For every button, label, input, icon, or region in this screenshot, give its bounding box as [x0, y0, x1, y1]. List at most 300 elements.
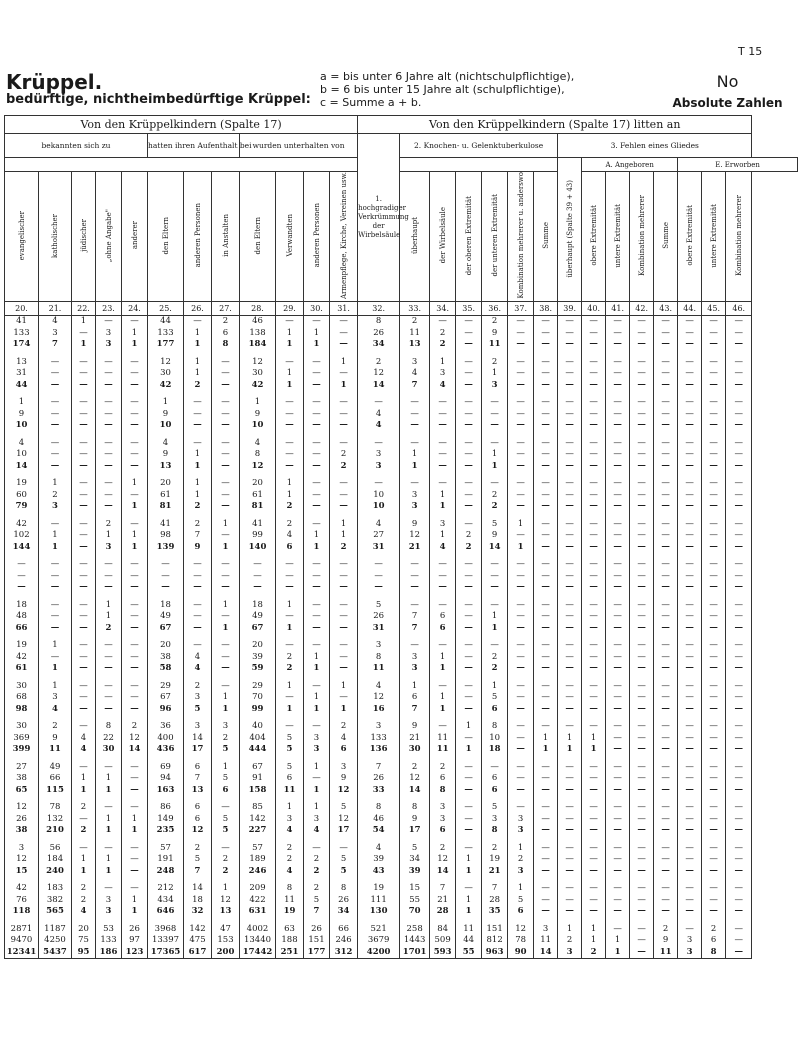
table-row [5, 542, 798, 554]
table-cell: 4 [358, 409, 400, 421]
col-header: den Eltern [148, 172, 184, 302]
table-cell: — [304, 420, 330, 432]
table-cell: — [39, 571, 72, 583]
table-cell: — [726, 785, 752, 797]
table-cell: — [678, 663, 702, 675]
table-cell: 248 [148, 866, 184, 878]
table-cell: 399 [5, 744, 39, 756]
table-cell: 12 [400, 773, 430, 785]
table-cell: — [148, 571, 184, 583]
col-header: Kombination mehrerer [630, 172, 654, 302]
table-cell: — [508, 420, 534, 432]
table-cell: — [304, 409, 330, 421]
table-cell: 4 [72, 906, 96, 918]
table-cell: 2 [482, 663, 508, 675]
table-cell: 1 [430, 490, 456, 502]
table-cell: — [606, 721, 630, 733]
table-cell: 2 [184, 843, 212, 855]
table-cell: — [534, 438, 558, 450]
table-cell: 1 [304, 663, 330, 675]
table-cell: — [430, 681, 456, 693]
table-cell: 158 [240, 785, 276, 797]
table-cell: — [654, 895, 678, 907]
table-cell: 1 [39, 530, 72, 542]
table-cell: — [96, 652, 122, 664]
column-number: 42. [630, 302, 654, 316]
table-cell: — [534, 339, 558, 351]
column-headers [5, 172, 798, 302]
table-cell: — [430, 438, 456, 450]
column-number: 26. [184, 302, 212, 316]
table-cell: — [430, 582, 456, 594]
table-cell: 7 [400, 611, 430, 623]
table-cell: 1 [582, 935, 606, 947]
table-cell: — [39, 519, 72, 531]
table-cell: — [96, 478, 122, 490]
table-cell: — [39, 652, 72, 664]
table-cell: — [72, 681, 96, 693]
table-cell: — [39, 368, 72, 380]
table-cell: 2 [702, 924, 726, 936]
table-cell: 9 [482, 328, 508, 340]
table-cell: 5 [184, 854, 212, 866]
table-cell: 1 [430, 692, 456, 704]
table-cell: — [534, 663, 558, 675]
table-cell: — [678, 773, 702, 785]
table-cell: 30 [400, 744, 430, 756]
table-cell: — [330, 409, 358, 421]
table-cell: 133 [96, 935, 122, 947]
table-row [5, 357, 798, 369]
table-cell: — [122, 611, 148, 623]
table-cell: — [702, 611, 726, 623]
table-cell: — [654, 906, 678, 918]
table-cell: — [508, 438, 534, 450]
table-cell: — [702, 368, 726, 380]
table-cell: 9 [148, 449, 184, 461]
table-cell: 12 [430, 854, 456, 866]
table-cell: — [678, 744, 702, 756]
table-cell: — [726, 519, 752, 531]
table-cell: — [212, 681, 240, 693]
table-row [5, 449, 798, 461]
table-cell: 3 [400, 652, 430, 664]
table-cell: — [630, 935, 654, 947]
table-cell: 1 [482, 368, 508, 380]
table-cell: — [726, 409, 752, 421]
table-cell: — [482, 600, 508, 612]
table-cell: — [630, 866, 654, 878]
table-cell: — [122, 449, 148, 461]
table-cell: — [630, 461, 654, 473]
table-cell: — [72, 542, 96, 554]
table-cell: 8 [276, 883, 304, 895]
table-cell: — [702, 652, 726, 664]
table-cell: — [508, 501, 534, 513]
table-cell: — [276, 611, 304, 623]
table-cell: 17 [330, 825, 358, 837]
table-row [5, 571, 798, 583]
table-cell: 11 [400, 328, 430, 340]
table-cell: 4 [240, 438, 276, 450]
table-cell: 5 [508, 895, 534, 907]
table-cell: 12 [212, 895, 240, 907]
table-cell: — [330, 652, 358, 664]
table-cell: — [654, 357, 678, 369]
table-cell: — [456, 461, 482, 473]
table-cell: — [678, 519, 702, 531]
table-cell: 2 [72, 802, 96, 814]
table-cell: — [508, 490, 534, 502]
table-cell: — [654, 663, 678, 675]
table-cell: — [558, 843, 582, 855]
table-row [5, 825, 798, 837]
table-cell: — [558, 420, 582, 432]
table-cell: 184 [240, 339, 276, 351]
table-cell: 4 [276, 530, 304, 542]
table-row [5, 883, 798, 895]
table-row [5, 785, 798, 797]
table-cell: — [726, 773, 752, 785]
table-cell: — [726, 490, 752, 502]
table-cell: — [456, 785, 482, 797]
table-cell: 4 [148, 438, 184, 450]
table-cell: 1 [122, 530, 148, 542]
table-cell: — [702, 449, 726, 461]
table-cell: — [330, 559, 358, 571]
table-cell: — [654, 339, 678, 351]
table-cell: 1 [456, 721, 482, 733]
statistics-table [4, 115, 798, 959]
table-cell: — [702, 328, 726, 340]
table-cell: — [630, 854, 654, 866]
table-cell: — [726, 542, 752, 554]
table-cell: — [702, 490, 726, 502]
table-cell: — [212, 843, 240, 855]
table-cell: 1 [430, 357, 456, 369]
table-cell: — [630, 611, 654, 623]
table-cell: 812 [482, 935, 508, 947]
table-cell: — [122, 582, 148, 594]
table-cell: — [456, 825, 482, 837]
table-cell: — [654, 316, 678, 328]
table-cell: 4250 [39, 935, 72, 947]
table-cell: 1 [400, 449, 430, 461]
table-cell: 17365 [148, 947, 184, 959]
table-cell: 6 [184, 762, 212, 774]
table-cell: — [654, 490, 678, 502]
table-cell: — [606, 883, 630, 895]
table-cell: 8 [482, 825, 508, 837]
table-cell: — [330, 478, 358, 490]
table-cell: 1 [96, 866, 122, 878]
table-cell: — [72, 438, 96, 450]
table-cell: — [304, 559, 330, 571]
table-cell: 1 [582, 733, 606, 745]
table-cell: 177 [304, 947, 330, 959]
table-cell: — [678, 542, 702, 554]
table-row [5, 368, 798, 380]
column-number: 23. [96, 302, 122, 316]
table-cell: — [534, 906, 558, 918]
table-cell: 11 [534, 935, 558, 947]
table-cell: — [400, 559, 430, 571]
table-cell: 1 [606, 935, 630, 947]
table-cell: 1 [558, 924, 582, 936]
table-cell: — [726, 652, 752, 664]
table-cell: — [330, 420, 358, 432]
table-cell: — [558, 681, 582, 693]
table-cell: — [212, 571, 240, 583]
table-row [5, 530, 798, 542]
table-cell: 44 [456, 935, 482, 947]
table-cell: — [582, 501, 606, 513]
table-cell: 2 [482, 490, 508, 502]
table-cell: — [582, 357, 606, 369]
table-cell: 11 [430, 733, 456, 745]
table-cell: — [726, 449, 752, 461]
table-cell: 5 [358, 600, 400, 612]
table-cell: — [606, 762, 630, 774]
table-cell: — [456, 611, 482, 623]
table-cell: — [726, 906, 752, 918]
table-cell: — [606, 663, 630, 675]
table-cell: 3 [430, 814, 456, 826]
table-cell: — [72, 409, 96, 421]
table-cell: 26 [304, 924, 330, 936]
table-row [5, 409, 798, 421]
table-cell: 46 [358, 814, 400, 826]
table-cell: 1 [276, 600, 304, 612]
table-cell: — [606, 438, 630, 450]
table-cell: — [534, 866, 558, 878]
table-cell: — [72, 420, 96, 432]
table-cell: 6 [430, 611, 456, 623]
table-cell: 444 [240, 744, 276, 756]
table-cell: 1 [304, 542, 330, 554]
table-cell: 1 [184, 328, 212, 340]
table-cell: — [508, 733, 534, 745]
table-cell: 31 [358, 623, 400, 635]
table-cell: 66 [5, 623, 39, 635]
table-cell: 593 [430, 947, 456, 959]
table-cell: — [39, 380, 72, 392]
table-cell: — [400, 571, 430, 583]
table-cell: — [582, 640, 606, 652]
table-cell: — [702, 762, 726, 774]
table-cell: — [456, 357, 482, 369]
table-cell: 1 [330, 380, 358, 392]
table-cell: — [184, 409, 212, 421]
table-cell: — [72, 490, 96, 502]
table-cell: 9 [400, 814, 430, 826]
table-cell: 1 [430, 663, 456, 675]
table-cell: — [330, 582, 358, 594]
table-cell: — [726, 339, 752, 351]
table-cell: 4 [304, 825, 330, 837]
table-cell: 55 [400, 895, 430, 907]
table-cell: 7 [39, 339, 72, 351]
table-cell: 1 [122, 895, 148, 907]
table-cell: 10 [240, 420, 276, 432]
table-cell: — [558, 825, 582, 837]
table-cell: — [96, 571, 122, 583]
table-cell: — [606, 530, 630, 542]
table-cell: 2 [212, 866, 240, 878]
table-cell: 5 [330, 866, 358, 878]
table-cell: 98 [148, 530, 184, 542]
table-row [5, 935, 798, 947]
column-number: 44. [678, 302, 702, 316]
table-cell: 46 [240, 316, 276, 328]
table-cell: 3 [39, 328, 72, 340]
table-cell: — [534, 773, 558, 785]
table-cell: 3 [482, 380, 508, 392]
table-cell: 4 [184, 652, 212, 664]
table-cell: 49 [148, 611, 184, 623]
table-cell: 7 [400, 623, 430, 635]
table-cell: 3 [358, 461, 400, 473]
table-cell: 8 [240, 449, 276, 461]
table-cell: — [96, 461, 122, 473]
table-cell: 38 [5, 773, 39, 785]
table-cell: 235 [148, 825, 184, 837]
table-cell: — [630, 883, 654, 895]
table-cell: — [534, 409, 558, 421]
col-header: der unteren Extremität [482, 172, 508, 302]
table-cell: — [534, 316, 558, 328]
table-cell: — [606, 825, 630, 837]
table-cell: — [456, 600, 482, 612]
table-cell: 1187 [39, 924, 72, 936]
table-cell: 5 [276, 744, 304, 756]
table-cell: — [630, 640, 654, 652]
table-cell: 2 [72, 883, 96, 895]
table-cell: — [726, 733, 752, 745]
table-cell: 4 [358, 843, 400, 855]
table-cell: — [726, 501, 752, 513]
table-cell: 66 [39, 773, 72, 785]
table-cell: 10 [148, 420, 184, 432]
table-cell: 9 [5, 409, 39, 421]
table-cell: — [606, 611, 630, 623]
column-number: 28. [240, 302, 276, 316]
table-cell: 43 [358, 866, 400, 878]
table-cell: 75 [72, 935, 96, 947]
table-cell: — [630, 438, 654, 450]
table-cell: 1 [482, 449, 508, 461]
table-cell: — [122, 438, 148, 450]
table-row [5, 582, 798, 594]
table-cell: 30 [240, 368, 276, 380]
table-cell: — [606, 368, 630, 380]
table-cell: — [582, 449, 606, 461]
table-cell: 1 [122, 328, 148, 340]
table-cell: 8 [330, 883, 358, 895]
column-number: 22. [72, 302, 96, 316]
table-cell: 1 [96, 854, 122, 866]
table-cell: — [654, 420, 678, 432]
table-cell: — [702, 843, 726, 855]
table-cell: 94 [148, 773, 184, 785]
table-cell: 30 [96, 744, 122, 756]
table-cell: — [654, 328, 678, 340]
table-cell: 133 [5, 328, 39, 340]
table-cell: — [606, 582, 630, 594]
table-cell: — [630, 947, 654, 959]
table-cell: — [630, 773, 654, 785]
table-cell: — [508, 681, 534, 693]
table-row [5, 501, 798, 513]
table-cell: — [630, 663, 654, 675]
table-cell: — [726, 582, 752, 594]
table-cell: — [5, 582, 39, 594]
table-cell: 191 [148, 854, 184, 866]
col-header: Verwandten [276, 172, 304, 302]
table-cell: 1 [212, 542, 240, 554]
col-header: der oberen Extremität [456, 172, 482, 302]
table-cell: 5 [330, 854, 358, 866]
table-cell: — [558, 704, 582, 716]
table-cell: — [558, 652, 582, 664]
table-cell: 2 [558, 935, 582, 947]
table-cell: — [702, 895, 726, 907]
table-cell: — [456, 368, 482, 380]
table-cell: — [726, 478, 752, 490]
table-cell: 3 [184, 721, 212, 733]
table-cell: — [508, 640, 534, 652]
table-cell: — [534, 530, 558, 542]
table-cell: 70 [400, 906, 430, 918]
table-cell: — [508, 409, 534, 421]
table-cell: 5 [212, 825, 240, 837]
table-cell: — [678, 461, 702, 473]
missing-limb-group-heading: 3. Fehlen eines Gliedes [558, 134, 752, 158]
table-cell: — [630, 490, 654, 502]
table-cell: — [508, 316, 534, 328]
table-cell: — [582, 368, 606, 380]
table-cell: 2 [276, 854, 304, 866]
table-cell: — [122, 802, 148, 814]
table-row [5, 843, 798, 855]
table-cell: 1 [72, 866, 96, 878]
table-cell: 2 [72, 895, 96, 907]
table-cell: — [678, 924, 702, 936]
table-cell: — [654, 530, 678, 542]
table-cell: — [558, 438, 582, 450]
column-number: 33. [400, 302, 430, 316]
table-cell: — [678, 490, 702, 502]
table-cell: 1701 [400, 947, 430, 959]
table-cell: — [72, 530, 96, 542]
table-cell: 1 [304, 762, 330, 774]
table-cell: 5 [184, 704, 212, 716]
table-cell: — [482, 559, 508, 571]
table-cell: — [630, 316, 654, 328]
table-cell: 4 [358, 681, 400, 693]
table-cell: — [276, 461, 304, 473]
table-cell: — [726, 744, 752, 756]
table-cell: 3 [304, 744, 330, 756]
table-cell: 12 [5, 802, 39, 814]
table-cell: 27 [358, 530, 400, 542]
table-cell: 3 [430, 802, 456, 814]
table-cell: — [726, 380, 752, 392]
table-cell: 2 [482, 843, 508, 855]
table-cell: — [534, 762, 558, 774]
table-cell: 34 [358, 339, 400, 351]
table-cell: — [702, 542, 726, 554]
